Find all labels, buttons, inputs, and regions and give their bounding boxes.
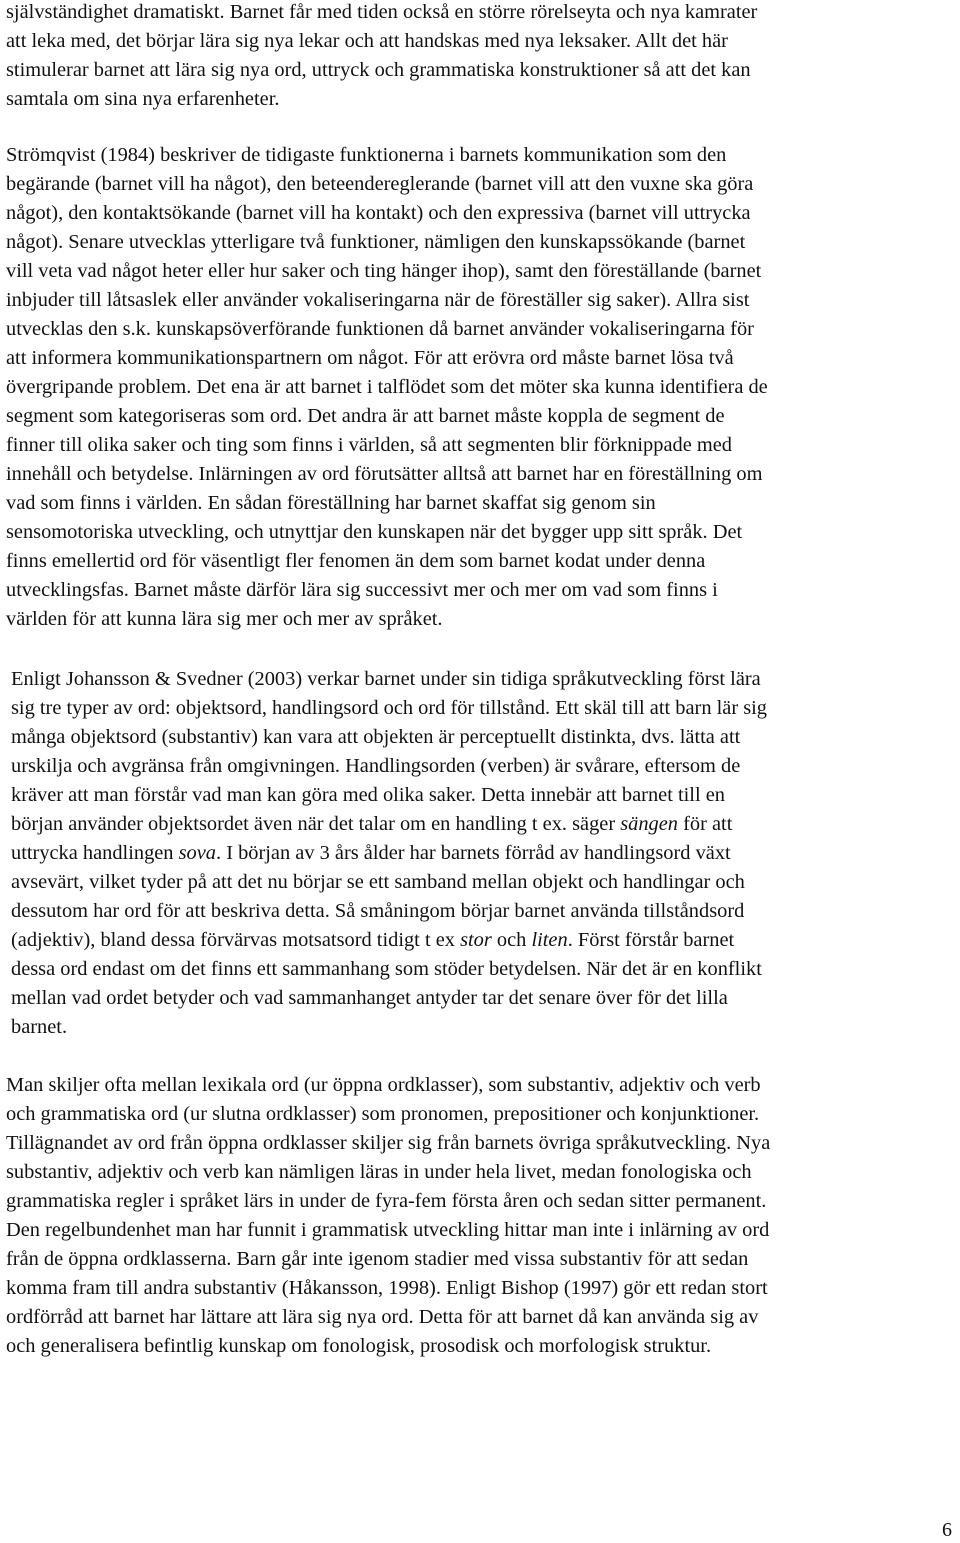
text-line: Den regelbundenhet man har funnit i grammatisk utveckling hittar man inte i inlärning av ord: [6, 1219, 770, 1241]
text-line: dessa ord endast om det finns ett sammanhang som stöder betydelsen. När det är en konflikt: [11, 958, 762, 980]
text-line: utvecklas den s.k. kunskapsöverförande funktionen då barnet använder vokaliseringarna för: [6, 318, 754, 340]
text-line: att informera kommunikationspartnern om något. För att erövra ord måste barnet lösa två: [6, 347, 734, 369]
text-segment: början använder objektsordet även när det talar om en handling t ex. säger: [11, 813, 621, 835]
text-segment: och: [491, 929, 532, 951]
paragraph-intro: [6, 0, 757, 114]
text-line: stimulerar barnet att lära sig nya ord, uttryck och grammatiska konstruktioner så att det kan: [6, 59, 751, 81]
paragraph-lexikala-ord: [6, 1071, 770, 1361]
text-line: sig tre typer av ord: objektsord, handlingsord och ord för tillstånd. Ett skäl till att barn lär sig: [11, 697, 768, 719]
text-line: självständighet dramatiskt. Barnet får med tiden också en större rörelseyta och nya kamrater: [6, 1, 758, 23]
page-number: 6: [942, 1519, 952, 1541]
text-line: övergripande problem. Det ena är att barnet i talflödet som det möter ska kunna identifiera de: [6, 376, 768, 398]
text-line: innehåll och betydelse. Inlärningen av ord förutsätter alltså att barnet har en föreställning om: [6, 463, 763, 485]
text-segment: för att: [678, 813, 733, 835]
text-line: kräver att man förstår vad man kan göra med olika saker. Detta innebär att barnet till en: [11, 784, 725, 806]
text-line: urskilja och avgränsa från omgivningen. Handlingsorden (verben) är svårare, eftersom de: [11, 755, 741, 777]
text-segment: (adjektiv), bland dessa förvärvas motsatsord tidigt t ex: [11, 929, 461, 951]
italic-word-stor: stor: [460, 929, 492, 951]
text-line: finns emellertid ord för väsentligt fler fenomen än dem som barnet kodat under denna: [6, 550, 706, 572]
text-line: något). Senare utvecklas ytterligare två funktioner, nämligen den kunskapssökande (barnet: [6, 231, 746, 253]
text-line: Strömqvist (1984) beskriver de tidigaste funktionerna i barnets kommunikation som den: [6, 144, 727, 166]
text-line: mellan vad ordet betyder och vad sammanhanget antyder tar det senare över för det lilla: [11, 987, 728, 1009]
paragraph-stromqvist: [6, 141, 768, 634]
text-line: från de öppna ordklasserna. Barn går inte igenom stadier med vissa substantiv för att sedan: [6, 1248, 749, 1270]
text-line: sensomotoriska utveckling, och utnyttjar den kunskapen när det bygger upp sitt språk. Det: [6, 521, 743, 543]
text-line: många objektsord (substantiv) kan vara att objekten är perceptuellt distinkta, dvs. lätta att: [11, 726, 741, 748]
text-line: [11, 810, 767, 839]
text-line: barnet.: [11, 1016, 68, 1038]
italic-word-sova: sova: [178, 842, 216, 864]
text-line: avsevärt, vilket tyder på att det nu börjar se ett samband mellan objekt och handlingar och: [11, 871, 745, 893]
paragraph-johansson-svedner: [11, 665, 767, 1042]
text-line: världen för att kunna lära sig mer och mer av språket.: [6, 608, 443, 630]
text-line: grammatiska regler i språket lärs in under de fyra-fem första åren och sedan sitter permanent.: [6, 1190, 767, 1212]
text-line: och generalisera befintlig kunskap om fonologisk, prosodisk och morfologisk struktur.: [6, 1335, 712, 1357]
text-line: [11, 839, 767, 868]
text-line: samtala om sina nya erfarenheter.: [6, 88, 280, 110]
text-segment: . Först förstår barnet: [567, 929, 735, 951]
text-line: [11, 926, 767, 955]
text-line: något), den kontaktsökande (barnet vill ha kontakt) och den expressiva (barnet vill uttrycka: [6, 202, 751, 224]
text-line: dessutom har ord för att beskriva detta. Så småningom börjar barnet använda tillståndsord: [11, 900, 745, 922]
text-line: inbjuder till låtsaslek eller använder vokaliseringarna när de föreställer sig saker). Allra sist: [6, 289, 750, 311]
text-line: vad som finns i världen. En sådan föreställning har barnet skaffat sig genom sin: [6, 492, 656, 514]
text-line: begärande (barnet vill ha något), den beteendereglerande (barnet vill att den vuxne ska göra: [6, 173, 754, 195]
text-segment: uttrycka handlingen: [11, 842, 179, 864]
text-line: vill veta vad något heter eller hur saker och ting hänger ihop), samt den föreställande (barnet: [6, 260, 762, 282]
italic-word-liten: liten: [531, 929, 568, 951]
text-line: och grammatiska ord (ur slutna ordklasser) som pronomen, prepositioner och konjunktioner.: [6, 1103, 760, 1125]
text-line: utvecklingsfas. Barnet måste därför lära sig successivt mer och mer om vad som finns i: [6, 579, 718, 601]
text-line: Enligt Johansson & Svedner (2003) verkar barnet under sin tidiga språkutveckling först lära: [11, 668, 761, 690]
text-line: komma fram till andra substantiv (Håkansson, 1998). Enligt Bishop (1997) gör ett redan stort: [6, 1277, 768, 1299]
text-segment: . I början av 3 års ålder har barnets förråd av handlingsord växt: [216, 842, 731, 864]
text-line: substantiv, adjektiv och verb kan nämligen läras in under hela livet, medan fonologiska och: [6, 1161, 752, 1183]
italic-word-sangen: sängen: [620, 813, 679, 835]
text-line: segment som kategoriseras som ord. Det andra är att barnet måste koppla de segment de: [6, 405, 725, 427]
text-line: att leka med, det börjar lära sig nya lekar och att handskas med nya leksaker. Allt det här: [6, 30, 728, 52]
text-line: ordförråd att barnet har lättare att lära sig nya ord. Detta för att barnet då kan använda sig av: [6, 1306, 759, 1328]
text-line: Tillägnandet av ord från öppna ordklasser skiljer sig från barnets övriga språkutveckling. Nya: [6, 1132, 771, 1154]
text-line: Man skiljer ofta mellan lexikala ord (ur öppna ordklasser), som substantiv, adjektiv och verb: [6, 1074, 761, 1096]
text-line: finner till olika saker och ting som finns i världen, så att segmenten blir förknippade med: [6, 434, 732, 456]
